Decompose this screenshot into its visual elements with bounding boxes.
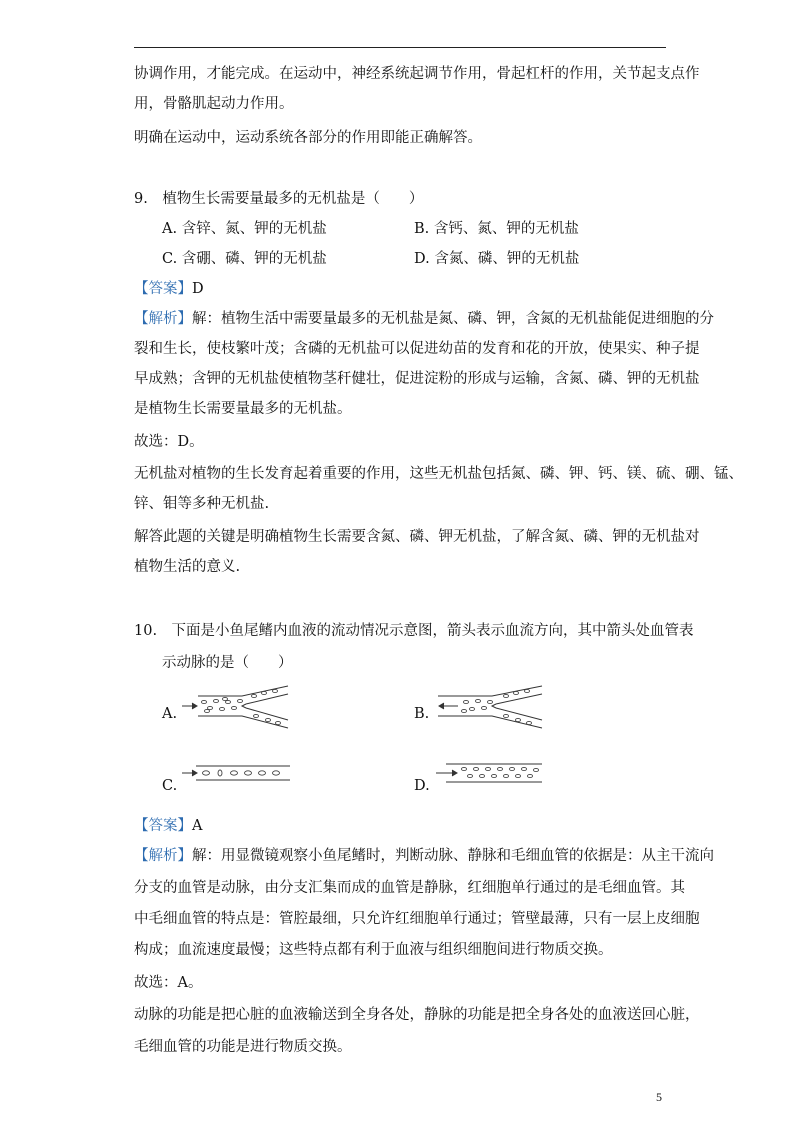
q9-analysis-line-3: 早成熟；含钾的无机盐使植物茎秆健壮，促进淀粉的形成与运输，含氮、磷、钾的无机盐 <box>134 371 700 387</box>
answer-tag: 【答案】 <box>134 818 192 834</box>
analysis-tag: 【解析】 <box>134 848 192 864</box>
q9-option-d: D. 含氮、磷、钾的无机盐 <box>414 251 580 267</box>
q9-choice: 故选：D。 <box>134 434 204 450</box>
vessel-diagram-c <box>180 760 296 790</box>
q9-note-line-1: 无机盐对植物的生长发育起着重要的作用，这些无机盐包括氮、磷、钾、钙、镁、硫、硼、锰、 <box>134 466 743 482</box>
q10-analysis-line-2: 分支的血管是动脉，由分支汇集而成的血管是静脉，红细胞单行通过的是毛细血管。其 <box>134 880 685 896</box>
intro-line-3: 明确在运动中，运动系统各部分的作用即能正确解答。 <box>134 130 482 146</box>
q9-option-a: A. 含锌、氮、钾的无机盐 <box>162 221 327 237</box>
q9-option-c: C. 含硼、磷、钾的无机盐 <box>162 251 327 267</box>
intro-line-2: 用，骨骼肌起动力作用。 <box>134 96 294 112</box>
q10-note-line-2: 毛细血管的功能是进行物质交换。 <box>134 1039 352 1055</box>
page-number: 5 <box>656 1090 662 1104</box>
q10-option-c-label: C. <box>162 778 178 794</box>
header-rule <box>134 47 666 48</box>
q10-analysis-line-1 <box>134 846 714 866</box>
q10-note-line-1: 动脉的功能是把心脏的血液输送到全身各处，静脉的功能是把全身各处的血液送回心脏， <box>134 1007 700 1023</box>
analysis-text: 解：植物生活中需要量最多的无机盐是氮、磷、钾，含氮的无机盐能促进细胞的分 <box>192 311 714 327</box>
q9-analysis-line-4: 是植物生长需要量最多的无机盐。 <box>134 401 352 417</box>
q10-stem-line-1: 10. 下面是小鱼尾鳍内血液的流动情况示意图，箭头表示血流方向，其中箭头处血管表 <box>134 623 694 639</box>
analysis-tag: 【解析】 <box>134 311 192 327</box>
answer-value: A <box>192 818 203 834</box>
answer-value: D <box>192 281 204 297</box>
q10-stem-line-2: 示动脉的是（ ） <box>162 655 293 671</box>
q10-analysis-line-4: 构成；血流速度最慢；这些特点都有利于血液与组织细胞间进行物质交换。 <box>134 942 613 958</box>
q9-stem: 9. 植物生长需要量最多的无机盐是（ ） <box>134 191 424 207</box>
q9-analysis-line-1 <box>134 309 714 329</box>
q10-option-d-label: D. <box>414 778 430 794</box>
q10-answer <box>134 816 202 836</box>
q10-option-a-label: A. <box>162 706 178 722</box>
vessel-diagram-a <box>180 684 296 732</box>
q9-answer <box>134 279 204 299</box>
intro-line-1: 协调作用，才能完成。在运动中，神经系统起调节作用，骨起杠杆的作用，关节起支点作 <box>134 66 700 82</box>
vessel-diagram-d <box>434 760 550 790</box>
vessel-diagram-b <box>434 684 550 732</box>
q10-analysis-line-3: 中毛细血管的特点是：管腔最细，只允许红细胞单行通过；管壁最薄，只有一层上皮细胞 <box>134 911 700 927</box>
answer-tag: 【答案】 <box>134 281 192 297</box>
q9-note-line-3: 解答此题的关键是明确植物生长需要含氮、磷、钾无机盐，了解含氮、磷、钾的无机盐对 <box>134 529 700 545</box>
q9-note-line-2: 锌、钼等多种无机盐. <box>134 496 270 512</box>
analysis-text: 解：用显微镜观察小鱼尾鳍时，判断动脉、静脉和毛细血管的依据是：从主干流向 <box>192 848 714 864</box>
q9-note-line-4: 植物生活的意义. <box>134 559 241 575</box>
q10-choice: 故选：A。 <box>134 975 203 991</box>
q9-option-b: B. 含钙、氮、钾的无机盐 <box>414 221 579 237</box>
q9-analysis-line-2: 裂和生长，使枝繁叶茂；含磷的无机盐可以促进幼苗的发育和花的开放，使果实、种子提 <box>134 341 700 357</box>
q10-option-b-label: B. <box>414 706 430 722</box>
